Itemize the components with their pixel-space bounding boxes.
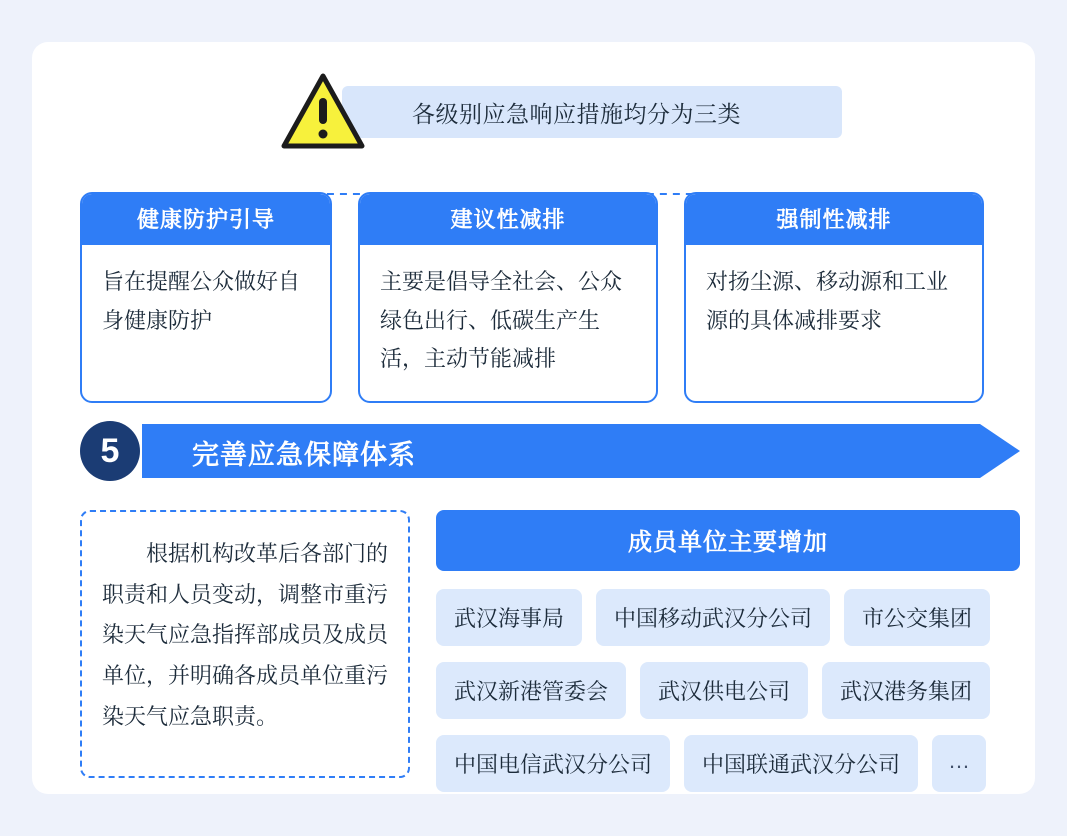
category-boxes bbox=[80, 192, 990, 403]
member-chip: 武汉新港管委会 bbox=[436, 662, 626, 719]
member-chip: 武汉港务集团 bbox=[822, 662, 990, 719]
section-number: 5 bbox=[80, 421, 140, 481]
warning-triangle-icon bbox=[280, 72, 366, 152]
category-body: 对扬尘源、移动源和工业源的具体减排要求 bbox=[706, 269, 949, 333]
category-title: 强制性减排 bbox=[686, 194, 982, 245]
category-box-advisory bbox=[358, 192, 658, 403]
note-box: 根据机构改革后各部门的职责和人员变动，调整市重污染天气应急指挥部成员及成员单位，并明确各成员单位重污染天气应急职责。 bbox=[80, 510, 410, 778]
category-title: 建议性减排 bbox=[360, 194, 656, 245]
member-chip: 中国移动武汉分公司 bbox=[596, 589, 830, 646]
section-title: 完善应急保障体系 bbox=[192, 440, 416, 470]
category-title: 健康防护引导 bbox=[82, 194, 330, 245]
member-chip: 市公交集团 bbox=[844, 589, 990, 646]
callout-banner bbox=[342, 86, 842, 138]
category-box-health bbox=[80, 192, 332, 403]
callout-text: 各级别应急响应措施均分为三类 bbox=[412, 100, 741, 127]
category-box-mandatory bbox=[684, 192, 984, 403]
members-panel bbox=[436, 510, 1020, 792]
infographic-card bbox=[32, 42, 1035, 794]
member-chip: 中国联通武汉分公司 bbox=[684, 735, 918, 792]
member-chip: 武汉供电公司 bbox=[640, 662, 808, 719]
category-body: 主要是倡导全社会、公众绿色出行、低碳生产生活，主动节能减排 bbox=[380, 269, 623, 371]
section-content bbox=[80, 510, 1020, 792]
members-chip-list bbox=[436, 589, 1020, 792]
member-chip: 中国电信武汉分公司 bbox=[436, 735, 670, 792]
members-title: 成员单位主要增加 bbox=[436, 510, 1020, 571]
category-body: 旨在提醒公众做好自身健康防护 bbox=[102, 269, 301, 333]
member-chip: 武汉海事局 bbox=[436, 589, 582, 646]
member-chip-more: … bbox=[932, 735, 986, 792]
section-header bbox=[80, 424, 1020, 478]
